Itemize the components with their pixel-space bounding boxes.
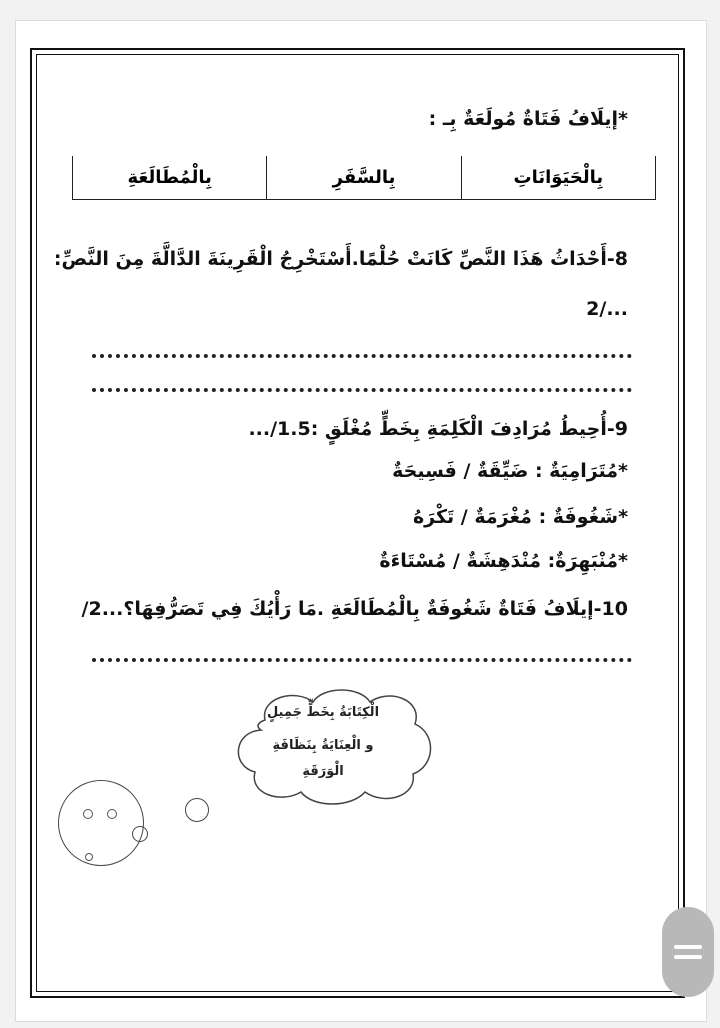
q7-option-animals[interactable]: بِالْحَيَوَانَاتِ	[461, 156, 655, 199]
q8-score: 2/...	[586, 298, 628, 320]
q10-prompt: 10-إيلَافُ فَتَاةٌ شَغُوفَةٌ بِالْمُطَالَعَةِ .مَا رَأْيُكَ فِي تَصَرُّفِهَا؟...2/	[81, 598, 628, 620]
cloud-text-line1: الْكِتَابَةُ بِخَطٍّ جَمِيلٍ	[266, 705, 380, 720]
q9-item-1: *مُتَرَامِيَةٌ : ضَيِّقَةٌ / فَسِيحَةٌ	[392, 460, 628, 482]
answer-line[interactable]	[92, 354, 632, 362]
nose-icon	[85, 853, 93, 861]
eye-icon	[107, 809, 117, 819]
q8-prompt: 8-أَحْدَاثُ هَذَا النَّصِّ كَانَتْ حُلْمًا.أَسْتَخْرِجُ الْقَرِينَةَ الدَّالَّةَ مِنَ النَّصِّ:	[53, 248, 628, 270]
q7-option-reading[interactable]: بِالْمُطَالَعَةِ	[127, 167, 212, 188]
q7-prompt: *إيلَافُ فَتَاةٌ مُولَعَةٌ بِـ :	[428, 108, 628, 130]
q7-option-travel[interactable]: بِالسَّفَرِ	[266, 156, 460, 199]
thought-bubble-dot	[185, 798, 209, 822]
eye-icon	[83, 809, 93, 819]
menu-icon	[674, 945, 702, 949]
q9-item-3: *مُنْبَهِرَةٌ: مُنْدَهِشَةٌ / مُسْتَاءَةٌ	[379, 550, 628, 572]
menu-icon	[674, 955, 702, 959]
cloud-text-line2: و الْعِنَايَةُ بِنَظَافَةِ	[272, 738, 374, 753]
answer-line[interactable]	[92, 658, 632, 666]
answer-line[interactable]	[92, 388, 632, 396]
menu-button[interactable]	[662, 907, 714, 997]
cloud-text-line3: الْوَرَقَةِ	[302, 764, 344, 779]
q7-options-table	[72, 156, 656, 200]
q9-prompt: 9-أُحِيطُ مُرَادِفَ الْكَلِمَةِ بِخَطٍّ مُغْلَقٍ :1.5/...	[248, 418, 628, 440]
smiley-face-icon	[58, 780, 144, 866]
q9-item-2: *شَغُوفَةٌ : مُغْرَمَةٌ / تَكْرَهُ	[412, 506, 628, 528]
